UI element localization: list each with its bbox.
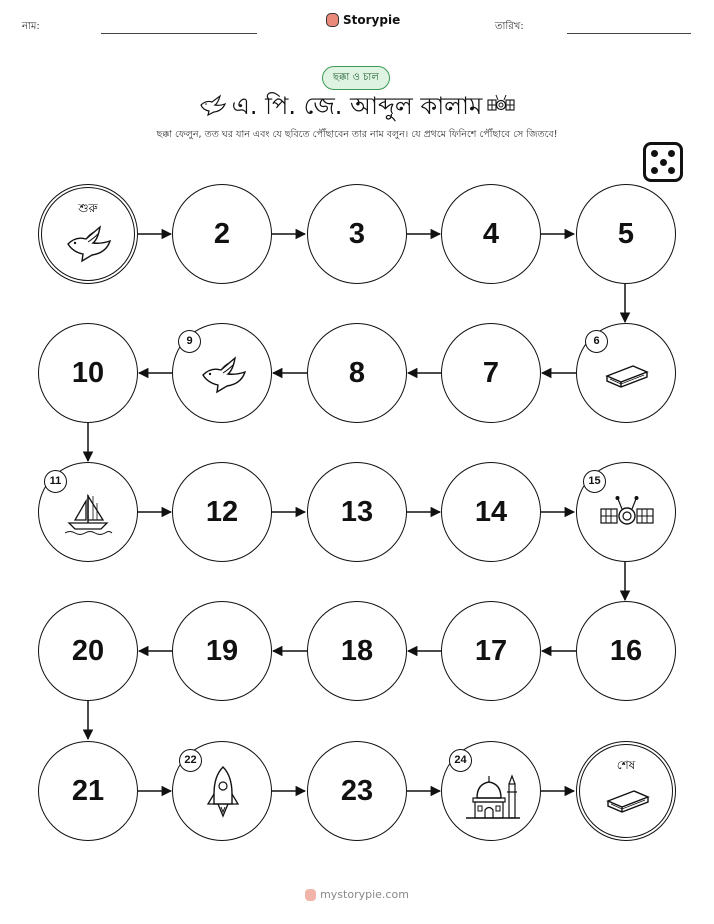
- board-cell-2: [172, 184, 272, 284]
- cell-number: 16: [609, 634, 643, 667]
- instructions: ছক্কা ফেলুন, তত ঘর যান এবং যে ছবিতে পৌঁছাবেন তার নাম বলুন। যে প্রথমে ফিনিশে পৌঁছাবে সে জিতবে!: [156, 129, 558, 140]
- footer-site[interactable]: mystorypie.com: [320, 888, 409, 901]
- page-title: এ. পি. জে. আব্দুল কালাম: [231, 92, 483, 120]
- board-cell-12: [172, 462, 272, 562]
- board-cell-14: [441, 462, 541, 562]
- cell-number: 19: [205, 634, 239, 667]
- cell-number: 5: [617, 217, 635, 250]
- board-cell-19: [172, 601, 272, 701]
- cell-marker-24: 24: [449, 749, 472, 772]
- book-icon: [603, 358, 651, 390]
- book-icon: [604, 783, 652, 815]
- cell-marker-15: 15: [583, 470, 606, 493]
- satellite-icon: [599, 493, 655, 537]
- storypie-logo-icon: [305, 889, 316, 901]
- date-label: তারিখ:: [495, 21, 524, 32]
- board-cell-8: [307, 323, 407, 423]
- cell-number: 10: [71, 356, 105, 389]
- board-cell-5: [576, 184, 676, 284]
- board-cell-7: [441, 323, 541, 423]
- start-label: শুরু: [78, 201, 98, 215]
- cell-number: 4: [482, 217, 500, 250]
- cell-marker-11: 11: [44, 470, 67, 493]
- board-cell-20: [38, 601, 138, 701]
- cell-number: 17: [474, 634, 508, 667]
- cell-number: 18: [340, 634, 374, 667]
- cell-number: 12: [205, 495, 239, 528]
- cell-number: 7: [482, 356, 500, 389]
- board-cell-4: [441, 184, 541, 284]
- board-cell-21: [38, 741, 138, 841]
- cell-number: 3: [348, 217, 366, 250]
- sailboat-icon: [63, 491, 113, 537]
- category-badge: ছক্কা ও চাল: [322, 66, 390, 90]
- cell-marker-9: 9: [178, 330, 201, 353]
- board-cell-16: [576, 601, 676, 701]
- dove-icon: [64, 222, 114, 264]
- cell-number: 2: [213, 217, 231, 250]
- cell-number: 20: [71, 634, 105, 667]
- board-cell-3: [307, 184, 407, 284]
- cell-number: 8: [348, 356, 366, 389]
- board-cell-13: [307, 462, 407, 562]
- mosque-icon: [464, 770, 522, 822]
- board-cell-start: [38, 184, 138, 284]
- board-cell-10: [38, 323, 138, 423]
- cell-number: 23: [340, 774, 374, 807]
- name-label: নাম:: [22, 21, 40, 32]
- board-cell-finish: [576, 741, 676, 841]
- board-cell-18: [307, 601, 407, 701]
- finish-label: শেষ: [616, 758, 636, 772]
- cell-marker-6: 6: [585, 330, 608, 353]
- cell-marker-22: 22: [179, 749, 202, 772]
- cell-number: 21: [71, 774, 105, 807]
- dove-icon: [199, 352, 249, 396]
- board-cell-23: [307, 741, 407, 841]
- cell-number: 14: [474, 495, 508, 528]
- brand-name: Storypie: [343, 13, 401, 27]
- rocket-icon: [206, 764, 240, 822]
- footer: [0, 888, 714, 901]
- cell-number: 13: [340, 495, 374, 528]
- board-cell-17: [441, 601, 541, 701]
